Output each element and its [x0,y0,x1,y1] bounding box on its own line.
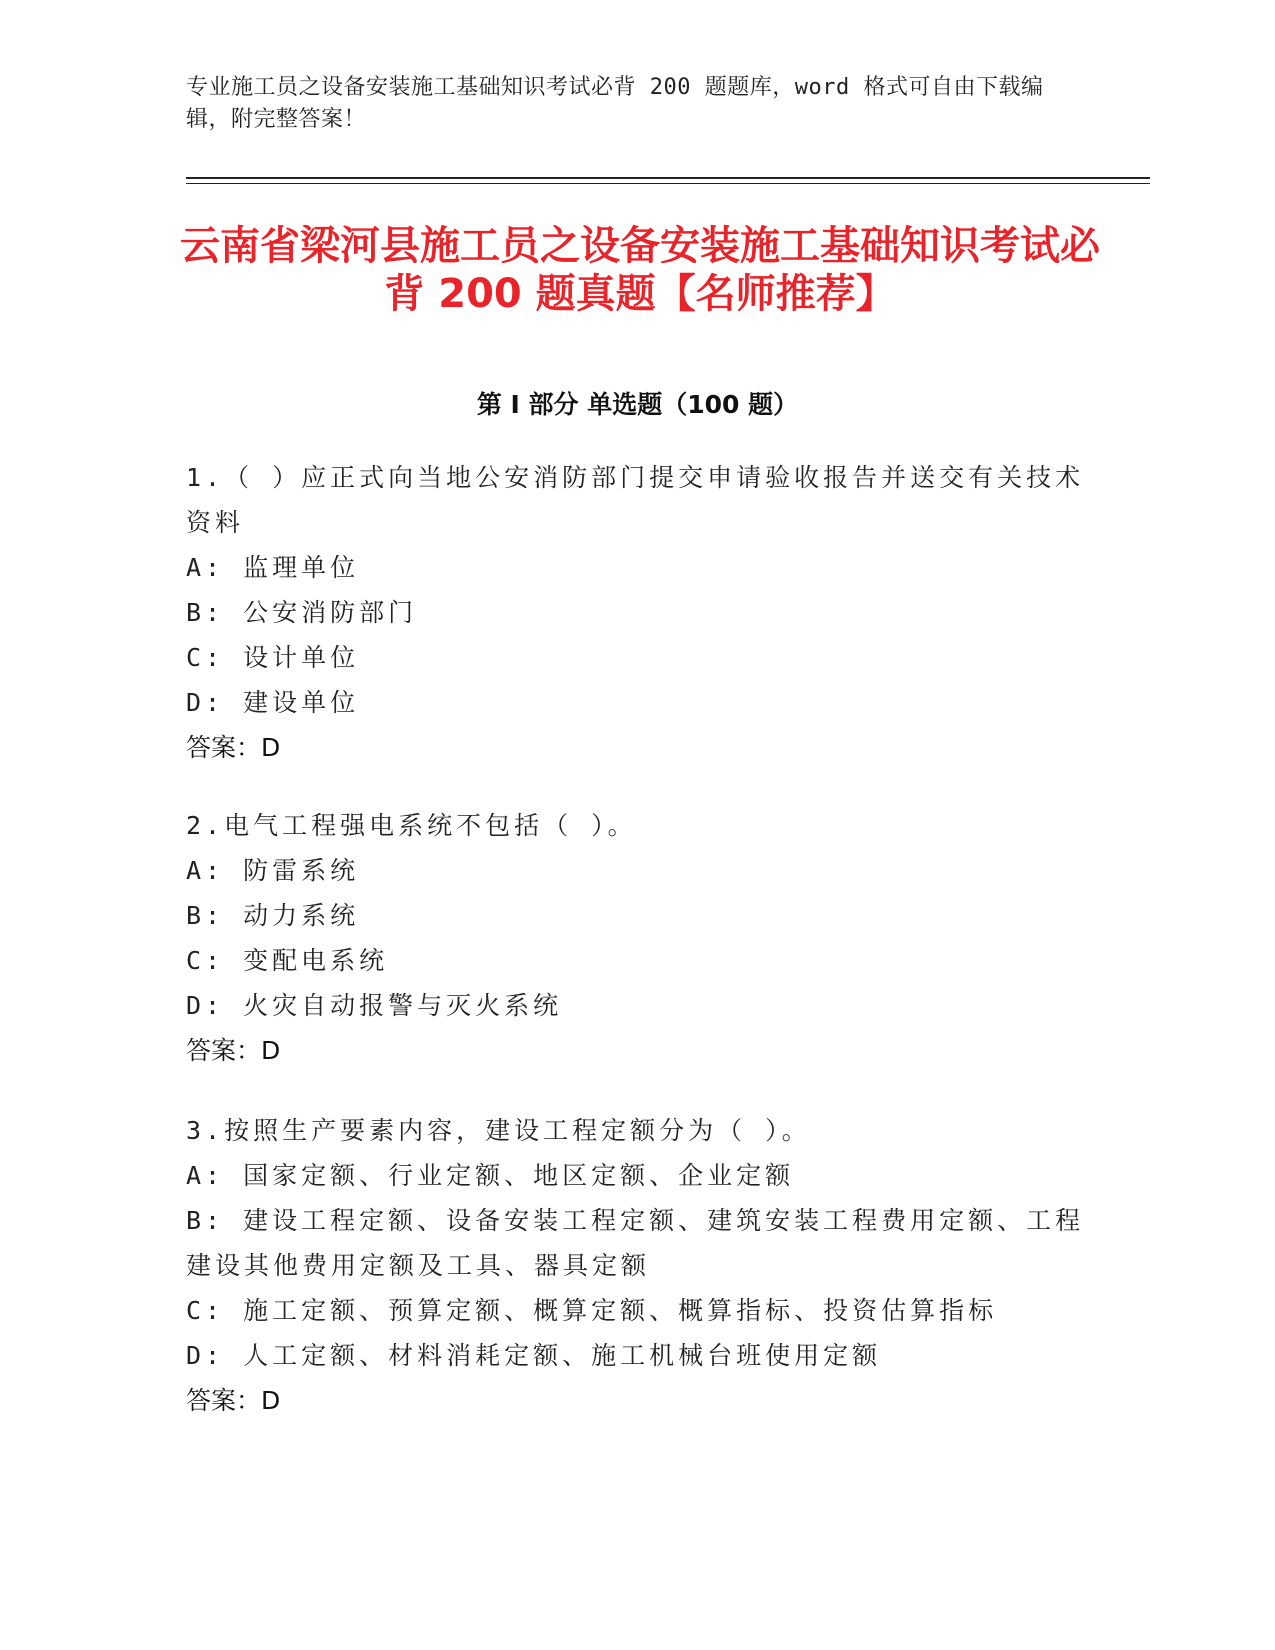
option-c: C: 变配电系统 [186,946,389,975]
question-3 [186,1108,1086,1424]
answer: 答案：D [186,1036,281,1065]
option-a: A: 监理单位 [186,553,360,582]
option-c: C: 设计单位 [186,643,360,672]
answer: 答案：D [186,1386,281,1415]
option-a: A: 国家定额、行业定额、地区定额、企业定额 [186,1161,795,1190]
option-a: A: 防雷系统 [186,856,360,885]
option-d: D: 火灾自动报警与灭火系统 [186,991,563,1020]
document-title: 云南省梁河县施工员之设备安装施工基础知识考试必背 200 题真题【名师推荐】 [180,223,1100,317]
option-b: B: 建设工程定额、设备安装工程定额、建筑安装工程费用定额、工程建设其他费用定额及工具、器具定额 [186,1206,1085,1280]
section-heading: 第 I 部分 单选题（100 题） [476,390,799,419]
question-1 [186,455,1086,771]
option-b: B: 公安消防部门 [186,598,418,627]
answer: 答案：D [186,733,281,762]
option-c: C: 施工定额、预算定额、概算定额、概算指标、投资估算指标 [186,1296,998,1325]
header-rule-thick [186,177,1150,179]
question-stem: 1.（ ）应正式向当地公安消防部门提交申请验收报告并送交有关技术资料 [186,463,1085,537]
header-note: 专业施工员之设备安装施工基础知识考试必背 200 题题库，word 格式可自由下载编辑，附完整答案！ [186,75,1044,132]
option-d: D: 建设单位 [186,688,360,717]
header-rule-thin [186,183,1150,184]
question-stem: 2.电气工程强电系统不包括（ ）。 [186,811,637,840]
question-stem: 3.按照生产要素内容，建设工程定额分为（ ）。 [186,1116,811,1145]
option-d: D: 人工定额、材料消耗定额、施工机械台班使用定额 [186,1341,882,1370]
question-2 [186,803,1086,1074]
option-b: B: 动力系统 [186,901,360,930]
